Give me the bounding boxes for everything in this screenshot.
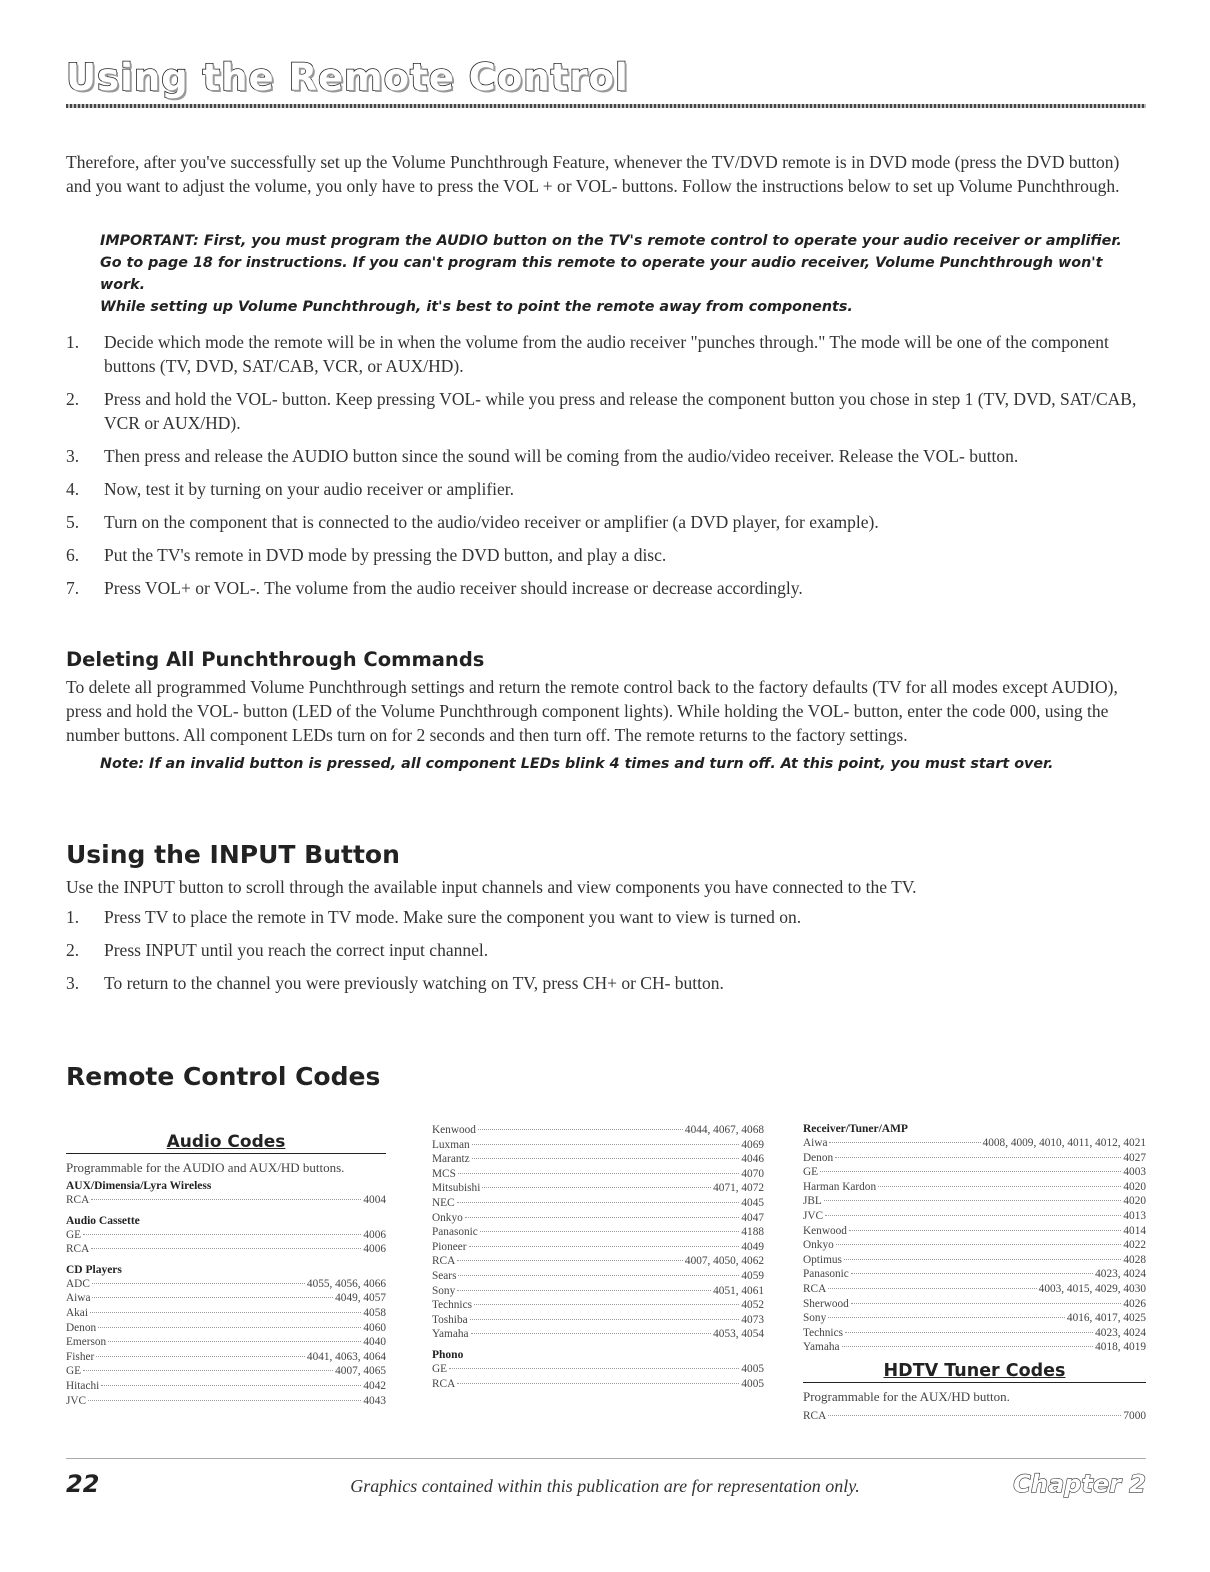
code-entry: [66, 1228, 386, 1243]
dot-leader: [96, 1356, 305, 1357]
brand-name: Harman Kardon: [803, 1180, 877, 1193]
dot-leader: [824, 1200, 1122, 1201]
dot-leader: [474, 1304, 739, 1305]
title-divider: [66, 104, 1146, 108]
codes-list-col3: [803, 1123, 1146, 1355]
setup-note: While setting up Volume Punchthrough, it's best to point the remote away from components.: [100, 299, 853, 315]
dot-leader: [457, 1260, 683, 1261]
dot-leader: [472, 1144, 740, 1145]
step-text: Press and hold the VOL- button. Keep pressing VOL- while you press and release the component button you chose in step 1 (TV, DVD, SAT/CAB, VCR or AUX/HD).: [104, 389, 1137, 433]
brand-name: Toshiba: [432, 1313, 468, 1326]
code-values: 4026: [1123, 1297, 1146, 1310]
dot-leader: [844, 1259, 1121, 1260]
code-entry: [803, 1209, 1146, 1224]
dot-leader: [478, 1129, 683, 1130]
code-values: 4007, 4050, 4062: [684, 1255, 764, 1268]
code-values: 4040: [363, 1336, 386, 1349]
step-5: [66, 510, 1146, 534]
dot-leader: [83, 1234, 361, 1235]
step-text: Press VOL+ or VOL-. The volume from the audio receiver should increase or decrease accordingly.: [104, 578, 803, 598]
code-values: 4042: [363, 1379, 386, 1392]
code-entry: [803, 1224, 1146, 1239]
code-entry: [432, 1269, 764, 1284]
dot-leader: [472, 1158, 740, 1159]
code-entry: [66, 1321, 386, 1336]
code-values: 4045: [741, 1196, 764, 1209]
code-values: 4069: [741, 1138, 764, 1151]
code-values: 4043: [363, 1394, 386, 1407]
code-entry: [66, 1242, 386, 1257]
dot-leader: [849, 1230, 1121, 1231]
code-values: 4060: [363, 1321, 386, 1334]
dot-leader: [83, 1370, 333, 1371]
brand-name: JBL: [803, 1195, 822, 1208]
step-text: Press INPUT until you reach the correct input channel.: [104, 940, 489, 960]
code-entry: [432, 1284, 764, 1299]
code-values: 4046: [741, 1153, 764, 1166]
code-values: 4059: [741, 1269, 764, 1282]
brand-name: Yamaha: [432, 1328, 469, 1341]
brand-name: NEC: [432, 1196, 455, 1209]
brand-name: Kenwood: [432, 1124, 476, 1136]
dot-leader: [457, 1383, 739, 1384]
step-1: [66, 330, 1146, 378]
code-values: 4018, 4019: [1095, 1341, 1146, 1354]
input-paragraph: Use the INPUT button to scroll through the available input channels and view components you have connected to the TV.: [66, 877, 917, 897]
input-step-3: [66, 971, 1146, 995]
step-text: Now, test it by turning on your audio receiver or amplifier.: [104, 479, 515, 499]
code-values: 4005: [741, 1362, 764, 1375]
code-values: 4028: [1123, 1253, 1146, 1266]
intro-block: [66, 150, 1146, 198]
dot-leader: [482, 1187, 711, 1188]
code-values: 4014: [1123, 1224, 1146, 1237]
dot-leader: [470, 1319, 740, 1320]
code-values: 4020: [1123, 1195, 1146, 1208]
step-text: Turn on the component that is connected to the audio/video receiver or amplifier (a DVD player, for example).: [104, 512, 879, 532]
dot-leader: [458, 1275, 739, 1276]
hdtv-codes-title: HDTV Tuner Codes: [803, 1361, 1146, 1383]
code-values: 4023, 4024: [1095, 1268, 1146, 1281]
chapter-label: Chapter 2: [1013, 1470, 1146, 1498]
brand-name: Technics: [432, 1299, 472, 1312]
code-entry: [66, 1379, 386, 1394]
codes-section: [66, 1062, 1146, 1091]
input-step-1: [66, 905, 1146, 929]
hdtv-codes-list: [803, 1409, 1146, 1424]
code-entry: [803, 1409, 1146, 1424]
dot-leader: [845, 1332, 1093, 1333]
step-4: [66, 477, 1146, 501]
code-values: 4022: [1123, 1239, 1146, 1252]
code-values: 4052: [741, 1299, 764, 1312]
code-entry: [803, 1326, 1146, 1341]
codes-column-3: [803, 1123, 1146, 1424]
code-values: 4013: [1123, 1209, 1146, 1222]
code-entry: [66, 1291, 386, 1306]
brand-name: Sony: [432, 1284, 456, 1297]
codes-list-col2: [432, 1123, 764, 1391]
code-entry: [803, 1151, 1146, 1166]
dot-leader: [98, 1327, 361, 1328]
dot-leader: [828, 1317, 1065, 1318]
code-entry: [432, 1298, 764, 1313]
step-number: 3.: [66, 446, 80, 466]
code-values: 4055, 4056, 4066: [306, 1277, 386, 1290]
brand-name: JVC: [66, 1394, 87, 1407]
dot-leader: [878, 1186, 1121, 1187]
step-text: To return to the channel you were previously watching on TV, press CH+ or CH- button.: [104, 973, 724, 993]
code-values: 7000: [1123, 1409, 1146, 1422]
dot-leader: [469, 1246, 740, 1247]
code-values: 4073: [741, 1313, 764, 1326]
brand-name: JVC: [803, 1209, 824, 1222]
code-values: 4053, 4054: [713, 1328, 764, 1341]
dot-leader: [465, 1217, 740, 1218]
code-category: AUX/Dimensia/Lyra Wireless: [66, 1180, 212, 1192]
brand-name: ADC: [66, 1277, 90, 1290]
brand-name: Sears: [432, 1269, 457, 1282]
dot-leader: [820, 1171, 1121, 1172]
deleting-section: [66, 648, 1146, 775]
code-values: 4006: [363, 1243, 386, 1256]
steps-list: [66, 330, 1146, 600]
code-entry: [803, 1238, 1146, 1253]
code-values: 4004: [363, 1194, 386, 1206]
dot-leader: [108, 1341, 361, 1342]
brand-name: Fisher: [66, 1350, 95, 1363]
brand-name: GE: [803, 1166, 819, 1179]
codes-column-1: [66, 1132, 386, 1408]
dot-leader: [92, 1283, 305, 1284]
dot-leader: [101, 1385, 361, 1386]
brand-name: Marantz: [432, 1153, 470, 1166]
code-entry: [66, 1335, 386, 1350]
brand-name: Sherwood: [803, 1297, 849, 1310]
brand-name: Pioneer: [432, 1240, 467, 1253]
code-entry: [66, 1364, 386, 1379]
brand-name: Panasonic: [432, 1226, 478, 1239]
dot-leader: [851, 1273, 1093, 1274]
code-entry: [803, 1282, 1146, 1297]
codes-heading: Remote Control Codes: [66, 1062, 381, 1091]
brand-name: RCA: [432, 1255, 456, 1268]
code-values: 4188: [741, 1226, 764, 1239]
audio-codes-title: Audio Codes: [66, 1132, 386, 1154]
code-entry: [432, 1377, 764, 1392]
brand-name: RCA: [803, 1282, 827, 1295]
code-entry: [432, 1152, 764, 1167]
brand-name: RCA: [432, 1377, 456, 1390]
code-entry: [803, 1136, 1146, 1151]
code-entry: [66, 1350, 386, 1365]
code-values: 4003: [1123, 1166, 1146, 1179]
dot-leader: [458, 1173, 740, 1174]
code-entry: [432, 1327, 764, 1342]
brand-name: Technics: [803, 1326, 843, 1339]
code-values: 4058: [363, 1306, 386, 1319]
code-entry: [803, 1311, 1146, 1326]
code-entry: [803, 1253, 1146, 1268]
code-entry: [432, 1138, 764, 1153]
brand-name: Kenwood: [803, 1224, 847, 1237]
brand-name: GE: [432, 1362, 448, 1375]
hdtv-codes-description: Programmable for the AUX/HD button.: [803, 1388, 1010, 1404]
deleting-note: Note: If an invalid button is pressed, all component LEDs blink 4 times and turn off. At this point, you must start over.: [100, 756, 1054, 772]
code-values: 4005: [741, 1377, 764, 1390]
brand-name: Aiwa: [803, 1137, 828, 1149]
step-number: 7.: [66, 578, 80, 598]
deleting-heading: Deleting All Punchthrough Commands: [66, 648, 485, 671]
code-entry: [803, 1180, 1146, 1195]
code-category: Phono: [432, 1348, 464, 1361]
step-6: [66, 543, 1146, 567]
code-entry: [432, 1167, 764, 1182]
page-title: Using the Remote Control: [66, 56, 629, 99]
code-values: 4016, 4017, 4025: [1066, 1312, 1146, 1325]
code-entry: [432, 1362, 764, 1377]
input-step-2: [66, 938, 1146, 962]
input-heading: Using the INPUT Button: [66, 840, 400, 869]
dot-leader: [91, 1248, 361, 1249]
code-entry: [803, 1297, 1146, 1312]
dot-leader: [851, 1303, 1122, 1304]
dot-leader: [91, 1199, 361, 1200]
step-number: 4.: [66, 479, 80, 499]
footer-divider: [66, 1458, 1146, 1459]
step-number: 3.: [66, 973, 80, 993]
code-entry: [432, 1123, 764, 1138]
code-values: 4044, 4067, 4068: [684, 1124, 764, 1136]
code-values: 4041, 4063, 4064: [306, 1350, 386, 1363]
codes-column-2: [432, 1123, 764, 1391]
step-text: Press TV to place the remote in TV mode. Make sure the component you want to view is turned on.: [104, 907, 802, 927]
input-steps-list: [66, 905, 1146, 995]
code-entry: [803, 1267, 1146, 1282]
brand-name: Onkyo: [803, 1239, 834, 1252]
intro-paragraph: Therefore, after you've successfully set up the Volume Punchthrough Feature, whenever the TV/DVD remote is in DVD mode (press the DVD button) and you want to adjust the volume, you only have to press the VOL + or VOL- buttons. Follow the instructions below to set up Volume Punchthrough.: [66, 152, 1120, 196]
step-number: 2.: [66, 389, 80, 409]
step-3: [66, 444, 1146, 468]
step-text: Put the TV's remote in DVD mode by pressing the DVD button, and play a disc.: [104, 545, 667, 565]
dot-leader: [828, 1288, 1036, 1289]
step-number: 6.: [66, 545, 80, 565]
punchthrough-steps: [66, 330, 1146, 609]
brand-name: Optimus: [803, 1253, 842, 1266]
dot-leader: [480, 1231, 740, 1232]
step-number: 5.: [66, 512, 80, 532]
important-notes: [66, 230, 1146, 318]
code-values: 4020: [1123, 1180, 1146, 1193]
code-values: 4008, 4009, 4010, 4011, 4012, 4021: [982, 1137, 1146, 1149]
dot-leader: [92, 1297, 333, 1298]
code-values: 4049, 4057: [335, 1292, 386, 1305]
brand-name: RCA: [803, 1409, 827, 1422]
brand-name: MCS: [432, 1167, 456, 1180]
dot-leader: [88, 1400, 361, 1401]
brand-name: GE: [66, 1365, 82, 1378]
code-values: 4051, 4061: [713, 1284, 764, 1297]
footer-note: Graphics contained within this publication are for representation only.: [350, 1476, 860, 1496]
dot-leader: [828, 1415, 1121, 1416]
brand-name: Hitachi: [66, 1379, 100, 1392]
brand-name: Luxman: [432, 1138, 470, 1151]
code-entry: [66, 1193, 386, 1208]
code-entry: [432, 1196, 764, 1211]
dot-leader: [829, 1142, 980, 1143]
brand-name: Denon: [803, 1151, 834, 1164]
codes-list-col1: [66, 1180, 386, 1408]
brand-name: Mitsubishi: [432, 1182, 481, 1195]
brand-name: RCA: [66, 1243, 90, 1256]
code-category: Receiver/Tuner/AMP: [803, 1123, 908, 1135]
brand-name: Sony: [803, 1312, 827, 1325]
dot-leader: [842, 1346, 1094, 1347]
code-entry: [66, 1277, 386, 1292]
code-entry: [803, 1194, 1146, 1209]
code-category: CD Players: [66, 1263, 122, 1276]
dot-leader: [825, 1215, 1121, 1216]
code-entry: [432, 1211, 764, 1226]
dot-leader: [449, 1368, 739, 1369]
step-text: Decide which mode the remote will be in when the volume from the audio receiver "punches through." The mode will be one of the component buttons (TV, DVD, SAT/CAB, VCR, or AUX/HD).: [104, 332, 1109, 376]
brand-name: Aiwa: [66, 1292, 91, 1305]
code-values: 4049: [741, 1240, 764, 1253]
important-note: IMPORTANT: First, you must program the AUDIO button on the TV's remote control to operate your audio receiver or amplifier. Go to page 18 for instructions. If you can't program this remote to operate your audio receiver, Volume Punchthrough won't work.: [100, 233, 1122, 293]
code-values: 4003, 4015, 4029, 4030: [1038, 1282, 1146, 1295]
step-7: [66, 576, 1146, 600]
code-values: 4023, 4024: [1095, 1326, 1146, 1339]
brand-name: Onkyo: [432, 1211, 463, 1224]
dot-leader: [457, 1290, 711, 1291]
brand-name: Emerson: [66, 1336, 107, 1349]
code-entry: [432, 1254, 764, 1269]
step-number: 1.: [66, 907, 80, 927]
brand-name: RCA: [66, 1194, 90, 1206]
deleting-paragraph: To delete all programmed Volume Punchthrough settings and return the remote control back to the factory defaults (TV for all modes except AUDIO), press and hold the VOL- button (LED of the Volume Punchthrough component lights). While holding the VOL- button, enter the code 000, using the number buttons. All component LEDs turn on for 2 seconds and then turn off. The remote returns to the factory settings.: [66, 677, 1118, 745]
code-values: 4027: [1123, 1151, 1146, 1164]
step-2: [66, 387, 1146, 435]
dot-leader: [835, 1157, 1121, 1158]
page-number: 22: [66, 1470, 100, 1498]
brand-name: Denon: [66, 1321, 97, 1334]
input-section: [66, 840, 1146, 1004]
code-entry: [432, 1225, 764, 1240]
dot-leader: [457, 1202, 740, 1203]
step-number: 1.: [66, 332, 80, 352]
code-category: Audio Cassette: [66, 1214, 140, 1227]
brand-name: Akai: [66, 1306, 88, 1319]
code-entry: [803, 1340, 1146, 1355]
code-values: 4047: [741, 1211, 764, 1224]
brand-name: Panasonic: [803, 1268, 849, 1281]
code-values: 4070: [741, 1167, 764, 1180]
code-values: 4006: [363, 1228, 386, 1241]
audio-codes-description: Programmable for the AUDIO and AUX/HD buttons.: [66, 1160, 345, 1175]
code-entry: [432, 1240, 764, 1255]
brand-name: Yamaha: [803, 1341, 840, 1354]
code-values: 4007, 4065: [335, 1365, 386, 1378]
code-entry: [432, 1313, 764, 1328]
code-entry: [66, 1394, 386, 1409]
step-number: 2.: [66, 940, 80, 960]
code-entry: [66, 1306, 386, 1321]
dot-leader: [90, 1312, 361, 1313]
dot-leader: [471, 1333, 712, 1334]
code-entry: [803, 1165, 1146, 1180]
brand-name: GE: [66, 1228, 82, 1241]
code-values: 4071, 4072: [713, 1182, 764, 1195]
dot-leader: [836, 1244, 1122, 1245]
code-entry: [432, 1181, 764, 1196]
step-text: Then press and release the AUDIO button since the sound will be coming from the audio/video receiver. Release the VOL- button.: [104, 446, 1019, 466]
